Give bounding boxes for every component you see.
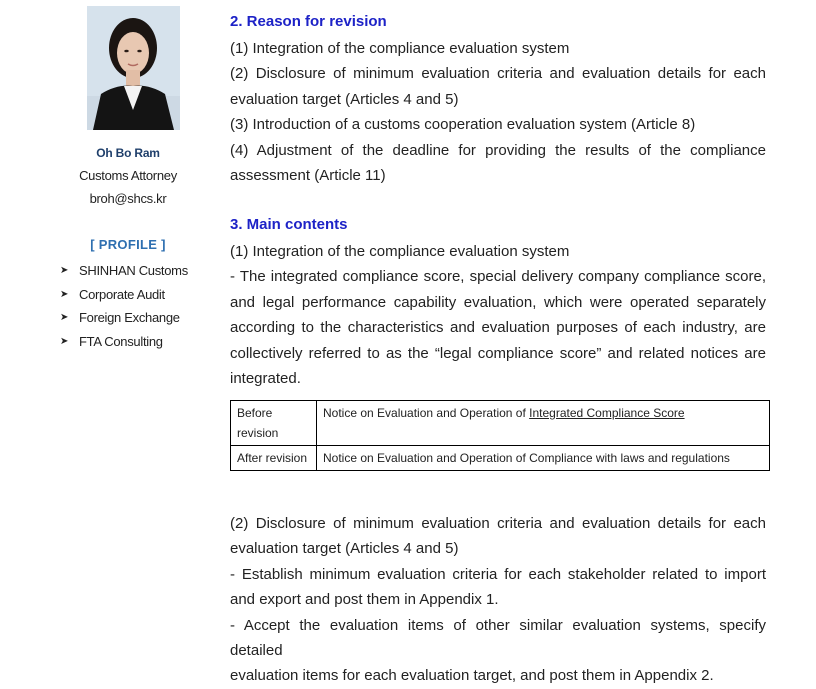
profile-item-label: SHINHAN Customs [79, 263, 188, 279]
table-row [231, 446, 770, 471]
row-content [317, 401, 770, 446]
profile-item [60, 306, 188, 330]
text-line: - Establish minimum evaluation criteria for each stakeholder related to import [230, 565, 766, 583]
notice-highlight: Compliance with laws and regulations [529, 451, 730, 465]
section-heading-main-contents: 3. Main contents [230, 216, 348, 233]
text-line: (2) Disclosure of minimum evaluation criteria and evaluation details for each [230, 65, 766, 83]
table-row [231, 401, 770, 446]
text-line: integrated. [230, 370, 301, 388]
row-label: Before revision [231, 401, 317, 446]
text-line: (1) Integration of the compliance evaluation system [230, 243, 570, 260]
arrow-bullet-icon: ➤ [60, 312, 69, 324]
text-line: evaluation target (Articles 4 and 5) [230, 540, 459, 558]
row-content [317, 446, 770, 471]
notice-prefix: Notice on Evaluation and Operation of [323, 451, 530, 465]
text-line: (1) Integration of the compliance evaluation system [230, 40, 570, 57]
profile-item-label: FTA Consulting [79, 333, 163, 349]
text-line: (3) Introduction of a customs cooperation evaluation system (Article 8) [230, 116, 696, 134]
section-main-contents-text [230, 239, 766, 391]
text-line: evaluation target (Articles 4 and 5) [230, 90, 459, 108]
text-line: collectively referred to as the “legal compliance score” and related notices are [230, 344, 766, 362]
arrow-bullet-icon: ➤ [60, 288, 69, 300]
profile-item-label: Foreign Exchange [79, 310, 180, 326]
text-line: and export and post them in Appendix 1. [230, 591, 499, 609]
profile-item [60, 330, 188, 354]
profile-list [60, 259, 188, 353]
text-line: evaluation items for each evaluation target, and post them in Appendix 2. [230, 667, 714, 685]
text-line: assessment (Article 11) [230, 167, 386, 185]
text-line: (2) Disclosure of minimum evaluation criteria and evaluation details for each [230, 515, 766, 532]
author-email[interactable]: broh@shcs.kr [89, 191, 167, 206]
text-line: - The integrated compliance score, special delivery company compliance score, [230, 268, 766, 286]
author-title: Customs Attorney [79, 168, 177, 183]
profile-item [60, 283, 188, 307]
text-line: and legal performance capability evaluation, which were operated separately [230, 293, 766, 311]
arrow-bullet-icon: ➤ [60, 265, 69, 277]
row-label: After revision [231, 446, 317, 471]
author-photo [87, 6, 180, 130]
author-sidebar [0, 0, 215, 667]
profile-item-label: Corporate Audit [79, 286, 165, 302]
arrow-bullet-icon: ➤ [60, 335, 69, 347]
text-line: - Accept the evaluation items of other similar evaluation systems, specify detailed [230, 616, 766, 660]
text-line: (4) Adjustment of the deadline for providing the results of the compliance [230, 141, 766, 159]
section-reason-text [230, 36, 766, 188]
author-name: Oh Bo Ram [96, 146, 160, 160]
profile-heading: [ PROFILE ] [90, 237, 166, 252]
notice-prefix: Notice on Evaluation and Operation of [323, 406, 530, 420]
section-heading-reason: 2. Reason for revision [230, 13, 387, 30]
revision-comparison-table [230, 400, 770, 471]
notice-highlight: Integrated Compliance Score [529, 406, 685, 420]
text-line: according to the characteristics and evaluation purposes of each industry, are [230, 319, 766, 337]
profile-item [60, 259, 188, 283]
section-disclosure-text [230, 511, 766, 689]
